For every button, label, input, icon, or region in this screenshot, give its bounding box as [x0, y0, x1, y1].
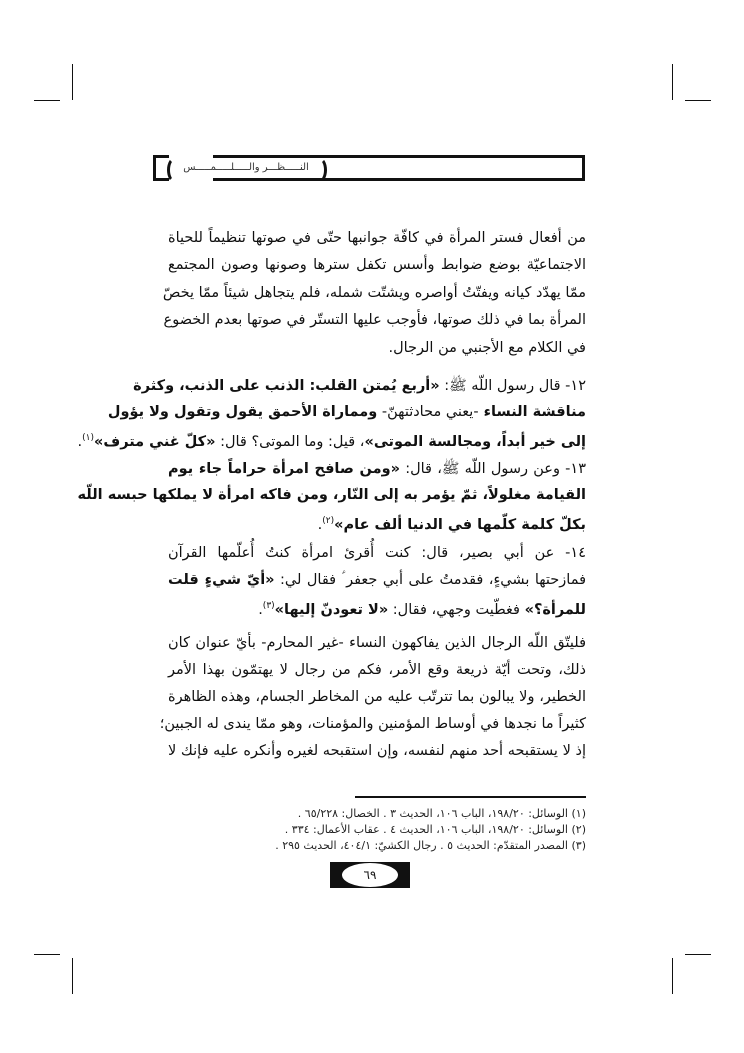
text-segment: بكلّ كلمة كلّمها في الدنيا ألف عام» — [334, 516, 586, 533]
text-segment: الخطير، ولا يبالون بما تترتّب عليه من المخاطر الجسام، وهذه الظاهرة — [168, 689, 586, 705]
crop-mark — [34, 954, 60, 955]
text-segment: «ومن صافح امرأة حراماً جاء يوم — [168, 461, 400, 477]
text-segment: ومماراة الأحمق يقول وتقول ولا يؤول — [107, 404, 378, 420]
text-line — [168, 596, 586, 620]
text-segment: . — [258, 601, 263, 618]
text-line — [168, 459, 586, 479]
text-segment: الاجتماعيّة بوضع ضوابط وأسس تكفل سترها وصونها وصون المجتمع — [168, 257, 586, 273]
text-line — [168, 511, 586, 535]
text-segment: ذلك، وتحت أيّة ذريعة وقع الأمر، فكم من رجال لا يهتمّون بهذا الأمر — [168, 662, 586, 678]
text-segment: «لا تعودنّ إليها» — [274, 601, 389, 618]
text-segment: في الكلام مع الأجنبي من الرجال. — [388, 340, 586, 356]
text-line — [168, 570, 586, 590]
footnote-ref: (٢) — [322, 516, 335, 526]
text-line — [77, 428, 586, 452]
text-line — [168, 228, 586, 248]
text-segment: إلى خير أبداً، ومجالسة الموتى» — [364, 433, 586, 450]
text-segment: فليتّق اللّه الرجال الذين يفاكهون النساء -غير المحارم- بأيّ عنوان كان — [168, 635, 586, 651]
text-segment: القيامة مغلولاً، ثمّ يؤمر به إلى النّار، ومن فاكه امرأة لا يملكها حبسه اللّه — [77, 487, 586, 503]
text-line — [168, 741, 586, 761]
crop-mark — [672, 958, 673, 994]
header-title: النـــــظـــر والـــــلـــــمـــــس — [171, 156, 321, 180]
text-segment: «كلّ غني مترف» — [94, 433, 216, 450]
text-segment: فمازحتها بشيءٍ، فقدمتُ على أبي جعفر ؑ فقال لي: — [274, 572, 587, 588]
text-segment: ١٣- وعن رسول اللّه ﷺ، قال: — [399, 461, 586, 477]
text-line — [163, 310, 586, 330]
text-line — [168, 660, 586, 680]
crop-mark — [72, 64, 73, 100]
footnote-ref: (٣) — [262, 601, 275, 611]
text-line — [168, 255, 586, 275]
text-line — [168, 338, 586, 358]
text-segment: للمرأة؟» — [524, 601, 586, 618]
crop-mark — [685, 954, 711, 955]
text-line — [107, 402, 586, 422]
text-segment: ١٤- عن أبي بصير، قال: كنت أُقرئ امرأة كنتُ أُعلّمها القرآن — [168, 545, 586, 561]
text-segment: كثيراً ما نجدها في أوساط المؤمنين والمؤمنات، وهو ممّا يندى له الجبين؛ — [159, 716, 586, 732]
crop-mark — [685, 100, 711, 101]
crop-mark — [672, 64, 673, 100]
text-segment: المرأة بما في ذلك صوتها، فأوجب عليها التستّر في صوتها بعدم الخضوع — [163, 312, 586, 328]
text-segment: فغطّيت وجهي، فقال: — [388, 601, 525, 618]
text-segment: «أيّ شيءٍ قلت — [168, 572, 275, 588]
text-line — [133, 376, 586, 396]
text-segment: «أربع يُمتن القلب: الذنب على الذنب، وكثرة — [133, 378, 440, 394]
footnote-ref: (١) — [82, 433, 94, 443]
page-number-frame — [330, 862, 410, 888]
text-segment: . — [77, 433, 83, 450]
page-number: ٦٩ — [342, 863, 398, 887]
text-segment: ١٢- قال رسول اللّه ﷺ: — [439, 378, 586, 394]
text-segment: من أفعال فستر المرأة في كافّة جوانبها حتّى في صوتها تنظيماً للحياة — [168, 230, 586, 246]
footnote-3: (٣) المصدر المتقدّم: الحديث ٥ . رجال الكشيّ: ٤٠٤/١، الحديث ٢٩٥ . — [275, 839, 586, 852]
running-header — [153, 155, 585, 181]
text-segment: -يعني محادثتهنّ- — [377, 404, 479, 420]
text-segment: ، قيل: وما الموتى؟ قال: — [215, 433, 365, 450]
text-segment: مناقشة النساء — [478, 404, 586, 420]
text-line — [159, 714, 586, 734]
text-segment: ممّا يهدّد كيانه ويفتّتُ أواصره ويشتّت شمله، فلم يتجاهل شيئاً ممّا يخصّ — [162, 285, 586, 301]
text-line — [168, 687, 586, 707]
text-segment: . — [317, 516, 323, 533]
footnote-2: (٢) الوسائل: ١٩٨/٢٠، الباب ١٠٦، الحديث ٤ . عقاب الأعمال: ٣٣٤ . — [284, 823, 586, 836]
footnote-divider — [355, 796, 586, 798]
text-line — [168, 543, 586, 563]
crop-mark — [72, 958, 73, 994]
text-line — [77, 485, 586, 505]
footnote-1: (١) الوسائل: ١٩٨/٢٠، الباب ١٠٦، الحديث ٣ . الخصال: ٦٥/٢٢٨ . — [297, 807, 586, 820]
text-line — [168, 633, 586, 653]
crop-mark — [34, 100, 60, 101]
text-line — [162, 283, 586, 303]
text-segment: إذ لا يستقبحه أحد منهم لنفسه، وإن استقبحه لغيره وأنكره عليه فإنك لا — [168, 743, 586, 759]
